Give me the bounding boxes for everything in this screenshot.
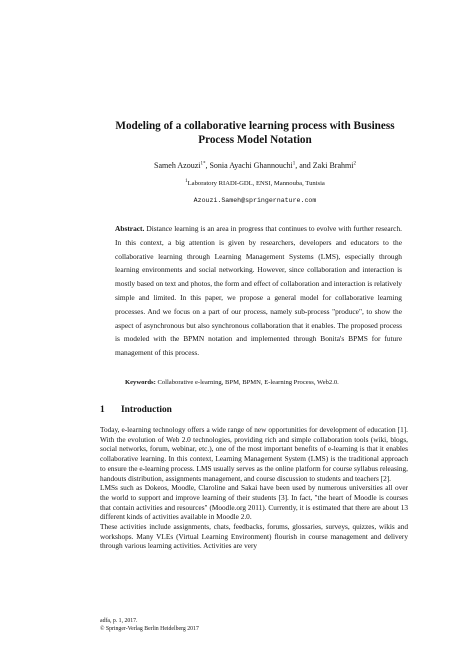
- body-paragraph: Today, e-learning technology offers a wide range of new opportunities for development of education [1]. With the evolution of Web 2.0 technologies, providing rich and simple collaboration tools (wiki, blogs, social networks, forum, webinar, etc.), one of the most important benefits of e-learning is that it enables collaborative learning. In this context, Learning Management System (LMS) is the traditional approach to ensure the e-learning process. LMS usually serves as the online platform for course syllabus releasing, handouts distribution, assignments management, and course discussion to students and teachers [2].: [100, 425, 408, 483]
- abstract: [115, 222, 402, 360]
- abstract-text: Distance learning is an area in progress that continues to evolve with further research. In this context, a big attention is given by researchers, developers and educators to the collaborative learning through Learning Management Systems (LMS), especially through learning environments and social networking. However, since collaboration and interaction is mostly based on text and photos, the form and effect of collaboration and interaction is relatively simple and limited. In this paper, we propose a general model for collaborative learning processes. And we focus on a part of our process, namely sub-process "produce", to show the aspect of asynchronous but also synchronous collaboration that it enables. The proposed process is modeled with the BPMN notation and implemented through Bonita's BPMS for future management of this process.: [115, 224, 402, 358]
- footer-copyright: © Springer-Verlag Berlin Heidelberg 2017: [100, 626, 199, 632]
- author-1-affil-mark: 1*: [200, 161, 206, 167]
- keywords-text: Collaborative e-learning, BPM, BPMN, E-learning Process, Web2.0.: [157, 379, 339, 386]
- keywords: [125, 378, 425, 387]
- paper-title: Modeling of a collaborative learning process with Business Process Model Notation: [115, 120, 395, 146]
- affiliation-mark: 1: [185, 178, 188, 184]
- page-footer: [100, 617, 400, 633]
- body-paragraph: LMSs such as Dokeos, Moodle, Claroline and Sakai have been used by numerous universities all over the world to support and improve learning of their students [3]. In fact, "the heart of Moodle is courses that contain activities and resources" (Moodle.org 2011). Currently, it is estimated that there are about 13 different kinds of activities available in Moodle 2.0.: [100, 483, 408, 522]
- section-number: 1: [100, 405, 105, 415]
- keywords-label: Keywords:: [125, 379, 156, 386]
- footer-citation: adfa, p. 1, 2017.: [100, 618, 138, 624]
- author-3: and Zaki Brahmi: [299, 161, 354, 170]
- abstract-label: Abstract.: [115, 224, 145, 233]
- author-1: Sameh Azouzi: [154, 161, 201, 170]
- body-paragraph: These activities include assignments, chats, feedbacks, forums, glossaries, surveys, quizzes, wikis and workshops. Many VLEs (Virtual Learning Environment) flourish in course management and delivery through various learning activities. Activities are very: [100, 522, 408, 551]
- author-email: Azouzi.Sameh@springernature.com: [193, 197, 317, 204]
- affiliation: [60, 179, 450, 188]
- affiliation-text: Laboratory RIADI-GDL, ENSI, Mannouba, Tunisia: [187, 180, 325, 187]
- section-title: Introduction: [121, 405, 172, 415]
- author-line: Sameh Azouzi$^{1*}$, Sonia Ayachi Ghannouchi$^1$, and Zaki Brahmi$^2$: [154, 161, 356, 170]
- author-2-affil-mark: 1: [292, 161, 296, 167]
- author-2: Sonia Ayachi Ghannouchi: [209, 161, 293, 170]
- author-3-affil-mark: 2: [353, 161, 356, 167]
- introduction-body: [100, 425, 408, 551]
